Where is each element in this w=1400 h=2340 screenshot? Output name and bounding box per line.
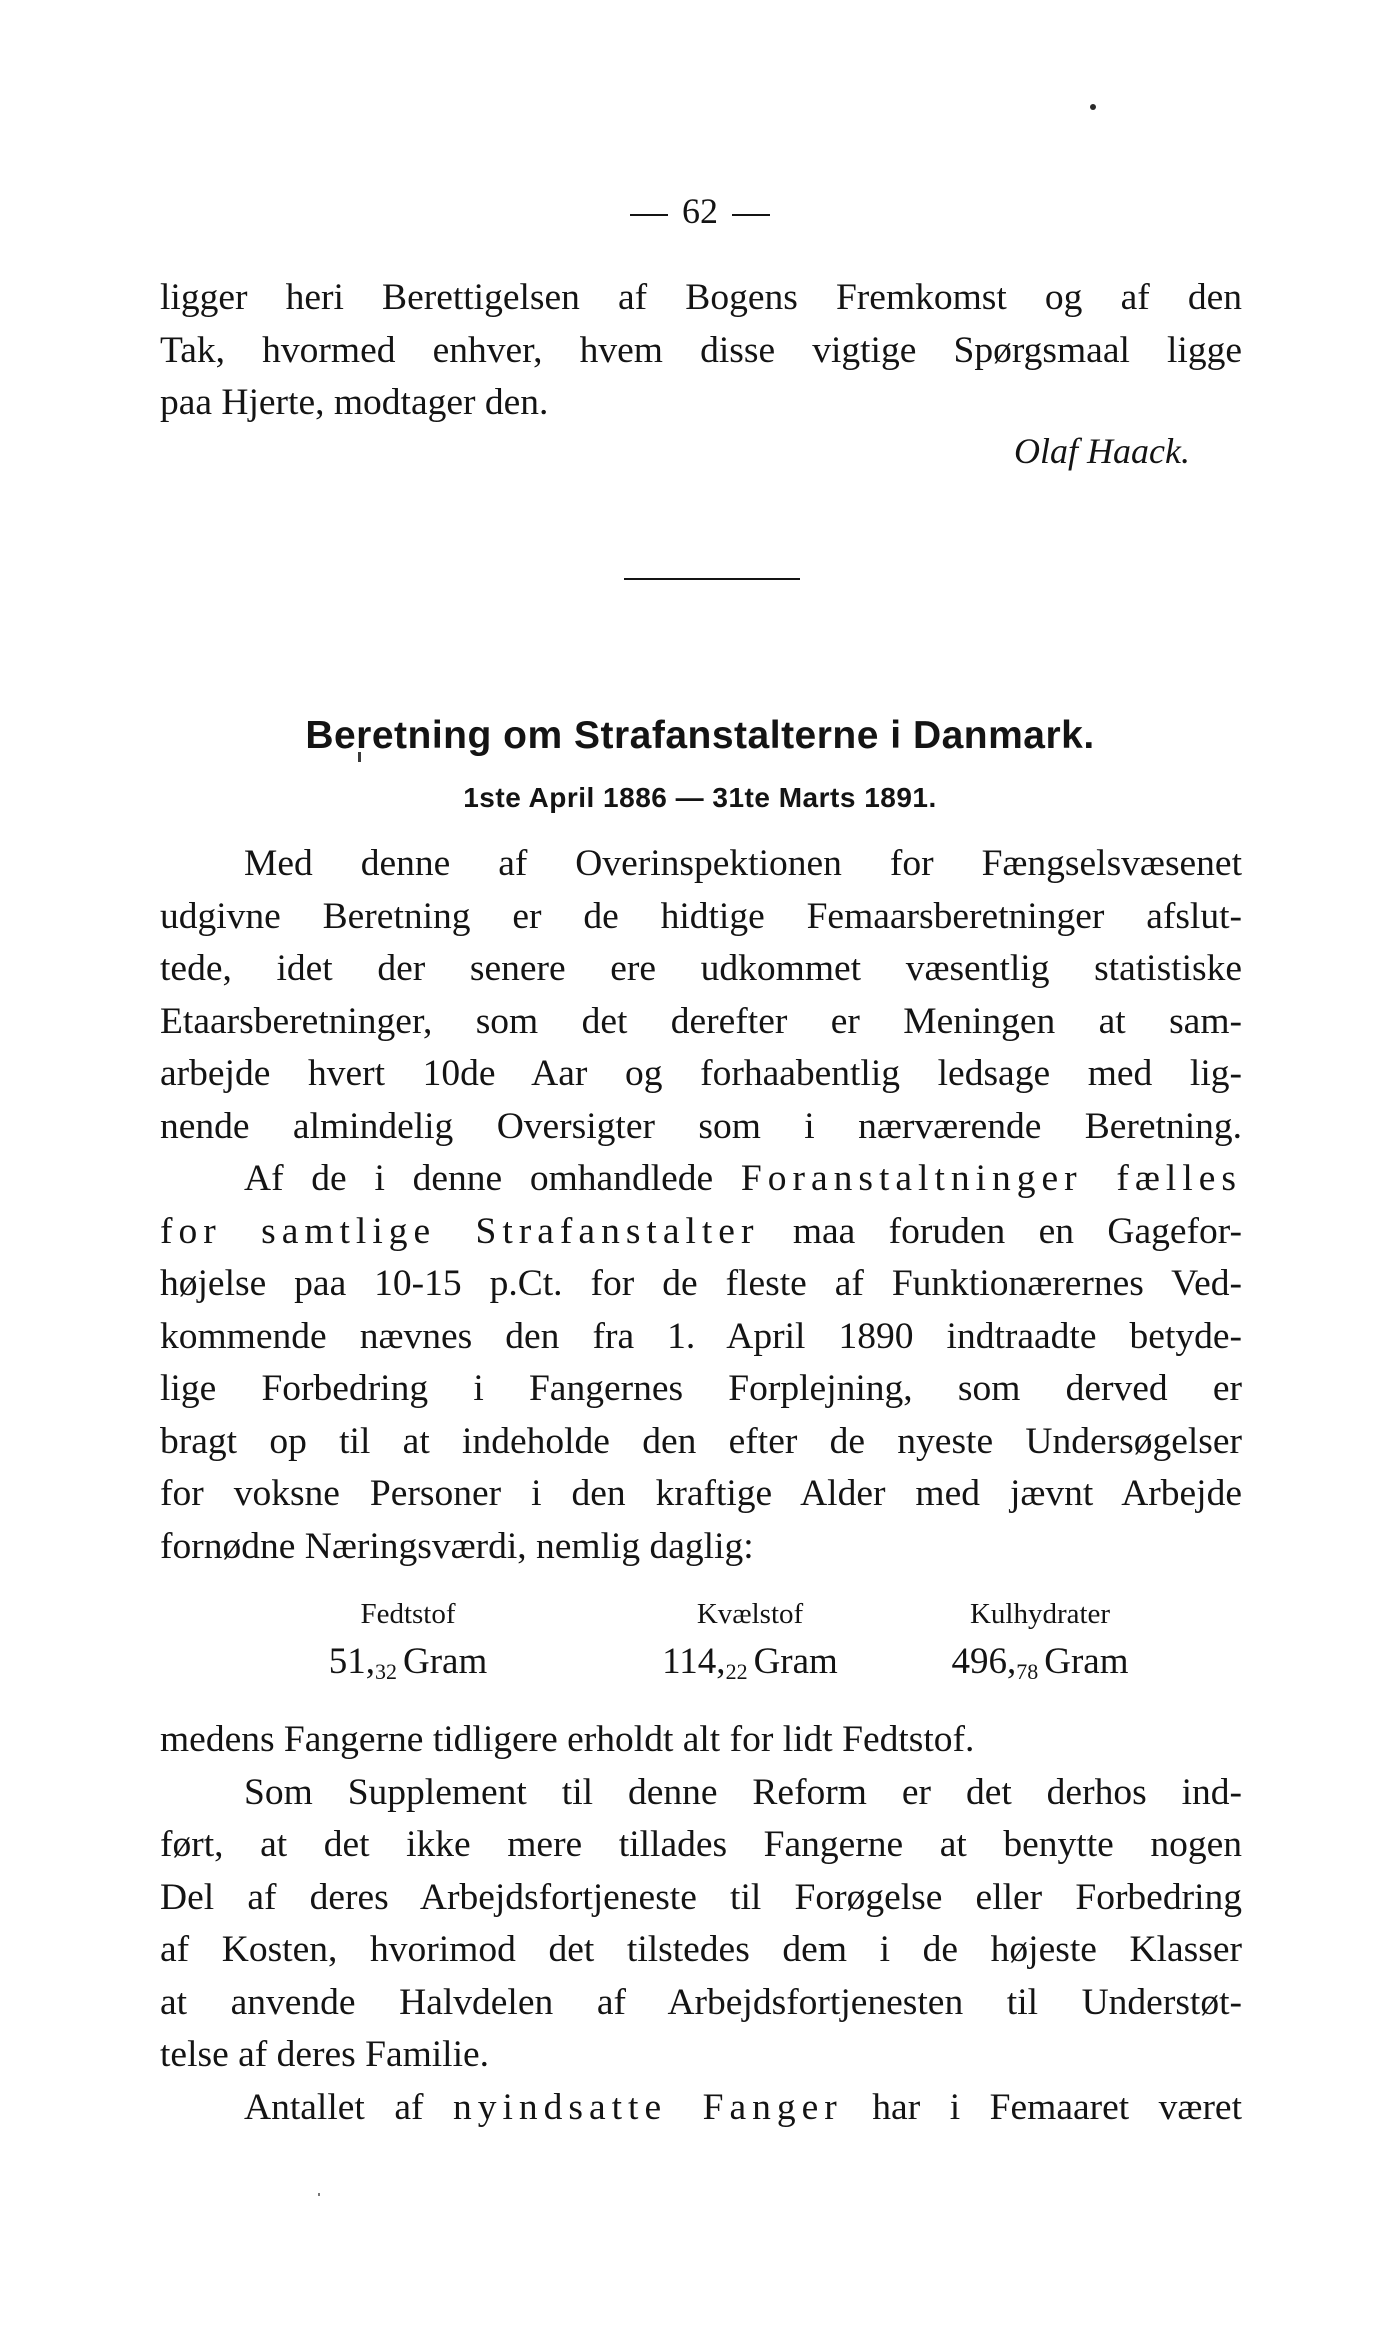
- paragraph-1: [160, 838, 1242, 1573]
- dash-left: [630, 214, 668, 216]
- text-span: maa foruden en Gagefor-: [759, 1210, 1242, 1252]
- text-line: Etaarsberetninger, som det derefter er Meningen at sam-: [160, 1000, 1242, 1042]
- value-number: 51,: [328, 1641, 375, 1682]
- section-dates: 1ste April 1886 — 31te Marts 1891.: [463, 782, 937, 813]
- text-line: [160, 1206, 1242, 1259]
- page-number-header: [0, 190, 1400, 232]
- text-line: fornødne Næringsværdi, nemlig daglig:: [160, 1525, 754, 1567]
- value-number: 496,: [951, 1641, 1017, 1682]
- text-span: Antallet af: [244, 2086, 453, 2128]
- text-line: ført, at det ikke mere tillades Fangerne at benytte nogen: [160, 1824, 1242, 1865]
- text-line: Tak, hvormed enhver, hvem disse vigtige Spørgsmaal ligge: [160, 329, 1242, 371]
- text-line: kommende nævnes den fra 1. April 1890 indtraadte betyde-: [160, 1315, 1242, 1357]
- spaced-term: nyindsatte Fanger: [452, 2086, 843, 2128]
- text-line: [160, 2082, 1242, 2135]
- text-line: nende almindelig Oversigter som i nærværende Beretning.: [160, 1105, 1242, 1147]
- text-line: bragt op til at indeholde den efter de nyeste Undersøgelser: [160, 1420, 1242, 1462]
- ink-speck: [318, 2193, 320, 2196]
- text-line: tede, idet der senere ere udkommet væsentlig statistiske: [160, 948, 1242, 989]
- spaced-term: for samtlige Strafanstalter: [160, 1210, 760, 1252]
- page-number: 62: [682, 191, 718, 231]
- section-divider: [624, 578, 800, 580]
- text-line: at anvende Halvdelen af Arbejdsfortjenesten til Understøt-: [160, 1981, 1242, 2023]
- text-line: arbejde hvert 10de Aar og forhaabentlig ledsage med lig-: [160, 1053, 1242, 1094]
- intro-paragraph: [160, 272, 1242, 430]
- text-line: højelse paa 10-15 p.Ct. for de fleste af Funktionærernes Ved-: [160, 1263, 1242, 1304]
- text-span: Af de i denne omhandlede: [244, 1158, 741, 1199]
- nutrition-value: [248, 1640, 568, 1685]
- nutrition-header: Kulhydrater: [969, 1598, 1111, 1630]
- nutrition-value: [880, 1640, 1200, 1685]
- text-line: for voksne Personer i den kraftige Alder med jævnt Arbejde: [160, 1473, 1242, 1514]
- section-title: Beretning om Strafanstalterne i Danmark.: [305, 714, 1095, 757]
- value-unit: Gram: [1044, 1641, 1129, 1682]
- value-decimal: 78: [1016, 1659, 1039, 1684]
- dash-right: [732, 214, 770, 216]
- text-line: ligger heri Berettigelsen af Bogens Fremkomst og af den: [160, 277, 1242, 318]
- text-line: udgivne Beretning er de hidtige Femaarsberetninger afslut-: [160, 895, 1242, 937]
- text-line: telse af deres Familie.: [160, 2034, 490, 2075]
- paragraph-3: [160, 1714, 1242, 2134]
- text-line: lige Forbedring i Fangernes Forplejning, som derved er: [160, 1368, 1242, 1409]
- text-line: Som Supplement til denne Reform er det derhos ind-: [244, 1771, 1242, 1813]
- spaced-term: Foranstaltninger fælles: [740, 1158, 1242, 1199]
- nutrition-value: [590, 1640, 910, 1685]
- nutrition-header: Kvælstof: [696, 1598, 804, 1630]
- value-decimal: 32: [375, 1659, 397, 1684]
- value-number: 114,: [662, 1641, 726, 1682]
- text-line: [160, 1153, 1242, 1206]
- text-line: Med denne af Overinspektionen for Fængselsvæsenet: [244, 843, 1242, 884]
- nutrition-header: Fedtstof: [360, 1598, 456, 1630]
- text-span: har i Femaaret været: [842, 2086, 1242, 2128]
- value-decimal: 22: [725, 1659, 748, 1684]
- value-unit: Gram: [753, 1641, 838, 1682]
- text-line: af Kosten, hvorimod det tilstedes dem i de højeste Klasser: [160, 1929, 1242, 1970]
- text-line: medens Fangerne tidligere erholdt alt for lidt Fedtstof.: [160, 1719, 975, 1760]
- ink-dot: [1090, 104, 1096, 110]
- text-line: Del af deres Arbejdsfortjeneste til Forøgelse eller Forbedring: [160, 1876, 1242, 1918]
- signature: Olaf Haack.: [1014, 431, 1190, 471]
- value-unit: Gram: [403, 1641, 488, 1682]
- text-line: paa Hjerte, modtager den.: [160, 382, 549, 423]
